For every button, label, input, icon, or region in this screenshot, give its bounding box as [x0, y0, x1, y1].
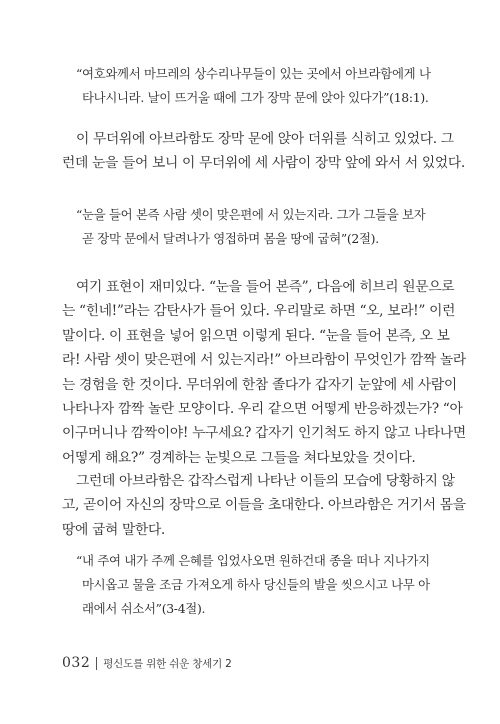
paragraph-line: 어떻게 해요?” 경계하는 눈빛으로 그들을 쳐다보았을 것이다. — [62, 449, 416, 466]
paragraph-line: 여기 표현이 재미있다. “눈을 들어 본즉”, 다음에 히브리 원문으로 — [76, 279, 455, 295]
quote-line: 곧 장막 문에서 달려나가 영접하며 몸을 땅에 굽혀”(2절). — [82, 231, 379, 246]
page-number: 032 — [62, 655, 91, 671]
paragraph-line: 는 “힌네!”라는 감탄사가 들어 있다. 우리말로 하면 “오, 보라!” 이런 — [62, 303, 456, 320]
paragraph-line: 나타나자 깜짝 놀란 모양이다. 우리 같으면 어떻게 반응하겠는가? “아 — [62, 401, 463, 418]
quote-line: “눈을 들어 본즉 사람 셋이 맞은편에 서 있는지라. 그가 그들을 보자 — [76, 207, 426, 222]
quote-line: 마시옵고 물을 조금 가져오게 하사 당신들의 발을 씻으시고 나무 아 — [82, 577, 430, 592]
paragraph-line: 말이다. 이 표현을 넣어 읽으면 이렇게 된다. “눈을 들어 본즉, 오 보 — [62, 327, 450, 344]
paragraph-3 — [62, 469, 466, 542]
paragraph-line: 런데 눈을 들어 보니 이 무더위에 세 사람이 장막 앞에 와서 서 있었다. — [62, 155, 465, 172]
quote-line: “내 주여 내가 주께 은혜를 입었사오면 원하건대 종을 떠나 지나가지 — [76, 553, 430, 568]
quote-line: 래에서 쉬소서”(3-4절). — [82, 601, 206, 616]
quote-line: 타나시니라. 날이 뜨거울 때에 그가 장막 문에 앉아 있다가”(18:1). — [82, 90, 429, 105]
paragraph-line: 그런데 아브라함은 갑작스럽게 나타난 이들의 모습에 당황하지 않 — [76, 473, 455, 489]
scripture-quote-3 — [76, 549, 430, 621]
paragraph-line: 라! 사람 셋이 맞은편에 서 있는지라!” 아브라함이 무엇인가 깜짝 놀라 — [62, 352, 466, 369]
paragraph-line: 이구머니나 깜짝이야! 누구세요? 갑자기 인기척도 하지 않고 나타나면 — [62, 425, 466, 442]
paragraph-line: 고, 곧이어 자신의 장막으로 이들을 초대한다. 아브라함은 거기서 몸을 — [62, 497, 466, 514]
page-footer — [62, 655, 232, 671]
scripture-quote-1 — [76, 62, 431, 110]
paragraph-2 — [62, 275, 466, 470]
quote-line: “여호와께서 마므레의 상수리나무들이 있는 곳에서 아브라함에게 나 — [76, 66, 431, 81]
paragraph-line: 땅에 굽혀 말한다. — [62, 521, 165, 538]
scripture-quote-2 — [76, 203, 424, 251]
footer-divider — [96, 657, 97, 670]
paragraph-line: 이 무더위에 아브라함도 장막 문에 앉아 더위를 식히고 있었다. 그 — [76, 131, 454, 147]
paragraph-line: 는 경험을 한 것이다. 무더위에 한참 졸다가 갑자기 눈앞에 세 사람이 — [62, 376, 457, 393]
running-book-title: 평신도를 위한 쉬운 창세기 2 — [103, 657, 232, 670]
paragraph-1 — [62, 127, 465, 176]
